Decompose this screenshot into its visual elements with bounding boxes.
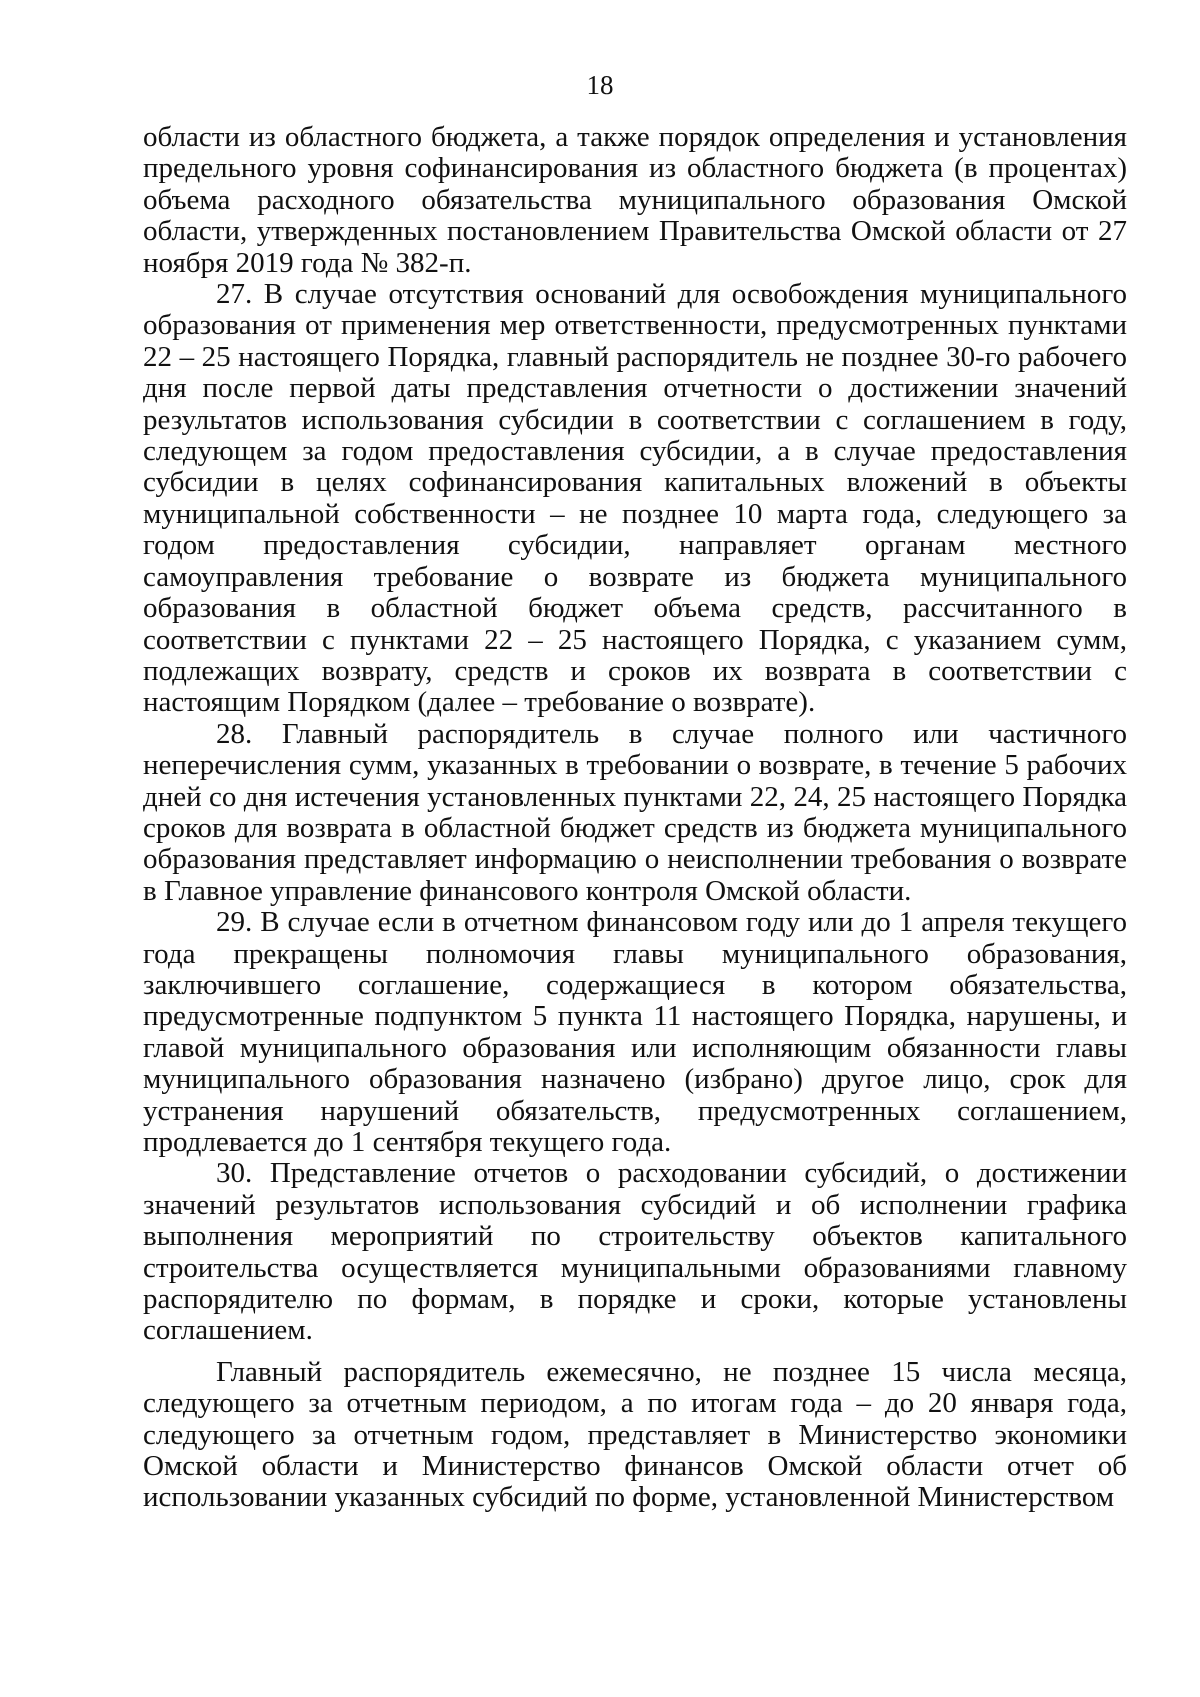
paragraph-item-30: 30. Представление отчетов о расходовании субсидий, о достижении значений результатов использования субсидий и об исполнении графика выполнения мероприятий по строительству объектов капитального строительства осуществляется муниципальными образованиями главному распорядителю по формам, в порядке и сроки, которые установлены соглашением.: [143, 1157, 1127, 1347]
paragraph-continuation: области из областного бюджета, а также порядок определения и установления предельного уровня софинансирования из областного бюджета (в процентах) объема расходного обязательства муниципального образования Омской области, утвержденных постановлением Правительства Омской области от 27 ноября 2019 года № 382-п.: [143, 121, 1127, 279]
paragraph-item-27: 27. В случае отсутствия оснований для освобождения муниципального образования от применения мер ответственности, предусмотренных пунктами 22 – 25 настоящего Порядка, главный распорядитель не позднее 30-го рабочего дня после первой даты представления отчетности о достижении значений результатов использования субсидии в соответствии с соглашением в году, следующем за годом предоставления субсидии, а в случае предоставления субсидии в целях софинансирования капитальных вложений в объекты муниципальной собственности – не позднее 10 марта года, следующего за годом предоставления субсидии, направляет органам местного самоуправления требование о возврате из бюджета муниципального образования в областной бюджет объема средств, рассчитанного в соответствии с пунктами 22 – 25 настоящего Порядка, с указанием сумм, подлежащих возврату, средств и сроков их возврата в соответствии с настоящим Порядком (далее – требование о возврате).: [143, 278, 1127, 719]
document-body: [143, 122, 1127, 1514]
paragraph-item-28: 28. Главный распорядитель в случае полного или частичного неперечисления сумм, указанных в требовании о возврате, в течение 5 рабочих дней со дня истечения установленных пунктами 22, 24, 25 настоящего Порядка сроков для возврата в областной бюджет средств из бюджета муниципального образования представляет информацию о неисполнении требования о возврате в Главное управление финансового контроля Омской области.: [143, 717, 1127, 907]
page-number: 18: [586, 70, 614, 100]
paragraph-chief-administrator: Главный распорядитель ежемесячно, не позднее 15 числа месяца, следующего за отчетным периодом, а по итогам года – до 20 января года, следующего за отчетным годом, представляет в Министерство экономики Омской области и Министерство финансов Омской области отчет об использовании указанных субсидий по форме, установленной Министерством: [143, 1355, 1127, 1514]
paragraph-item-29: 29. В случае если в отчетном финансовом году или до 1 апреля текущего года прекращены полномочия главы муниципального образования, заключившего соглашение, содержащиеся в котором обязательства, предусмотренные подпунктом 5 пункта 11 настоящего Порядка, нарушены, и главой муниципального образования или исполняющим обязанности главы муниципального образования назначено (избрано) другое лицо, срок для устранения нарушений обязательств, предусмотренных соглашением, продлевается до 1 сентября текущего года.: [143, 906, 1127, 1158]
